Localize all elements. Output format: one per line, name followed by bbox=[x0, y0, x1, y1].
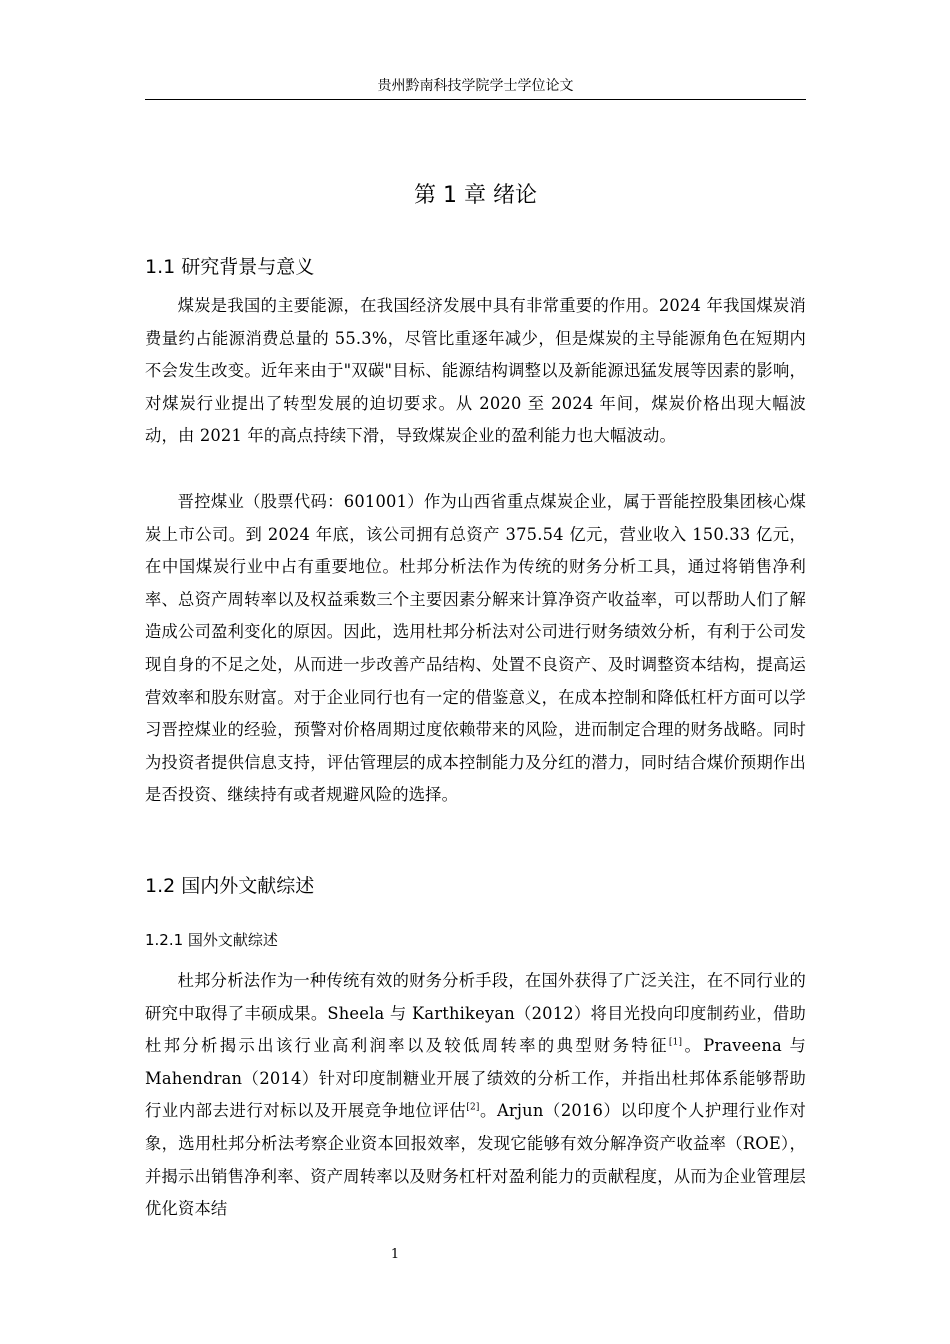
paragraph-background: 煤炭是我国的主要能源，在我国经济发展中具有非常重要的作用。2024 年我国煤炭消费量约占能源消费总量的 55.3%，尽管比重逐年减少，但是煤炭的主导能源角色在短期内不会发生改变。近年来由于"双碳"目标、能源结构调整以及新能源迅猛发展等因素的影响，对煤炭行业提出了转型发展的迫切要求。从 2020 至 2024 年间，煤炭价格出现大幅波动，由 2021 年的高点持续下滑，导致煤炭企业的盈利能力也大幅波动。 bbox=[145, 296, 806, 446]
header-rule bbox=[145, 99, 806, 100]
subsection-heading-1-2-1: 1.2.1 国外文献综述 bbox=[145, 931, 278, 949]
section-heading-1-1: 1.1 研究背景与意义 bbox=[145, 256, 315, 278]
chapter-title: 第 1 章 绪论 bbox=[414, 183, 537, 208]
paragraph-foreign-literature bbox=[145, 965, 806, 1226]
page-number: 1 bbox=[390, 1247, 400, 1262]
section-heading-1-2: 1.2 国内外文献综述 bbox=[145, 875, 315, 897]
citation-ref: [1] bbox=[668, 1037, 683, 1048]
paragraph-text: 杜邦分析法作为一种传统有效的财务分析手段，在国外获得了广泛关注，在不同行业的研究中取得了丰硕成果。Sheela 与 Karthikeyan（2012）将目光投向印度制药业，借助杜邦分析揭示出该行业高利润率以及较低周转率的典型财务特征 bbox=[145, 971, 806, 1056]
paragraph-text: 。Praveena 与 Mahendran（2014）针对印度制糖业开展了绩效的分析工作，并指出杜邦体系能够帮助行业内部去进行对标以及开展竞争地位评估 bbox=[145, 1036, 806, 1121]
running-header: 贵州黔南科技学院学士学位论文 bbox=[377, 78, 574, 94]
paragraph-text: 。Arjun（2016）以印度个人护理行业作对象，选用杜邦分析法考察企业资本回报效率，发现它能够有效分解净资产收益率（ROE），并揭示出销售净利率、资产周转率以及财务杠杆对盈利能力的贡献程度，从而为企业管理层优化资本结 bbox=[145, 1101, 806, 1219]
paragraph-significance: 晋控煤业（股票代码：601001）作为山西省重点煤炭企业，属于晋能控股集团核心煤炭上市公司。到 2024 年底，该公司拥有总资产 375.54 亿元，营业收入 150.33 亿元，在中国煤炭行业中占有重要地位。杜邦分析法作为传统的财务分析工具，通过将销售净利率、总资产周转率以及权益乘数三个主要因素分解来计算净资产收益率，可以帮助人们了解造成公司盈利变化的原因。因此，选用杜邦分析法对公司进行财务绩效分析，有利于公司发现自身的不足之处，从而进一步改善产品结构、处置不良资产、及时调整资本结构，提高运营效率和股东财富。对于企业同行也有一定的借鉴意义，在成本控制和降低杠杆方面可以学习晋控煤业的经验，预警对价格周期过度依赖带来的风险，进而制定合理的财务战略。同时为投资者提供信息支持，评估管理层的成本控制能力及分红的潜力，同时结合煤价预期作出是否投资、继续持有或者规避风险的选择。 bbox=[145, 492, 806, 805]
citation-ref: [2] bbox=[466, 1102, 480, 1113]
